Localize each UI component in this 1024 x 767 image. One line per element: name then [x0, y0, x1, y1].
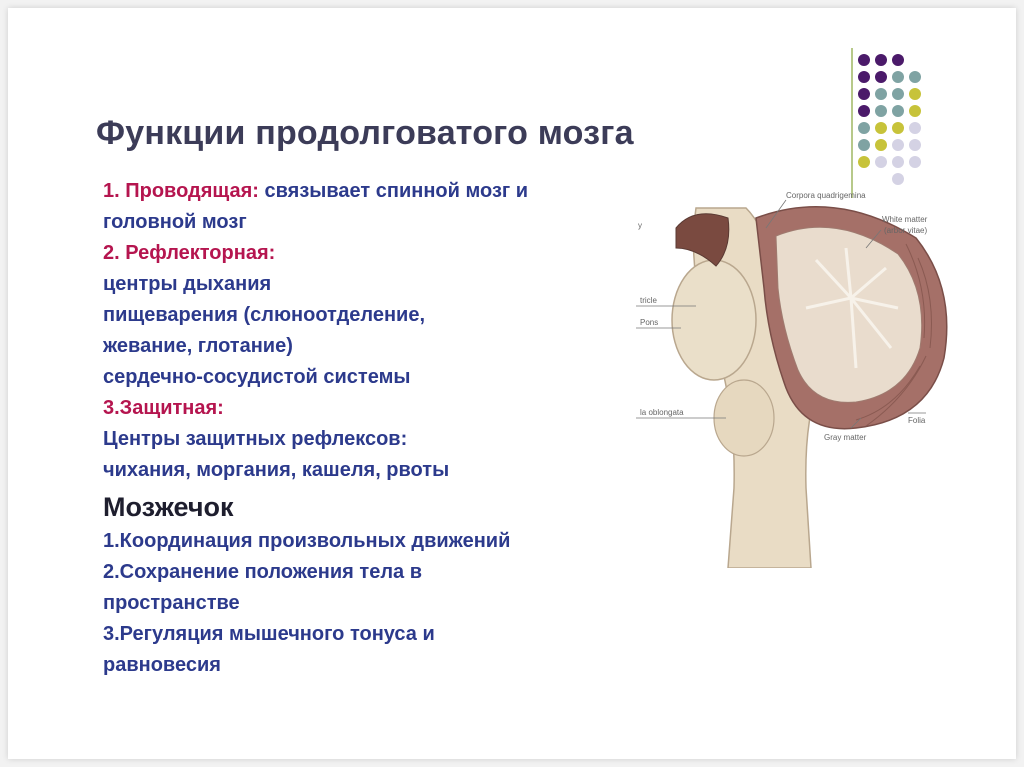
- decorative-dot: [858, 122, 870, 134]
- decorative-dot: [858, 156, 870, 168]
- slide-title: Функции продолговатого мозга: [96, 114, 634, 152]
- label-pons: Pons: [640, 318, 659, 327]
- decorative-dot: [875, 122, 887, 134]
- decorative-dot: [875, 88, 887, 100]
- decorative-dot: [892, 71, 904, 83]
- label-white-matter: White matter: [882, 215, 928, 224]
- text-body: [103, 176, 643, 681]
- label-ventricle: tricle: [640, 296, 657, 305]
- item-conductive: [103, 176, 643, 207]
- decorative-dot: [892, 173, 904, 185]
- item-label: 1. Проводящая:: [103, 180, 259, 202]
- cerebellum-line: пространстве: [103, 592, 240, 614]
- cerebellum-line: 1.Координация произвольных движений: [103, 530, 511, 552]
- pons-shape: [672, 260, 756, 380]
- item-text-line: сердечно-сосудистой системы: [103, 366, 411, 388]
- decorative-dot: [858, 139, 870, 151]
- decorative-dot: [892, 54, 904, 66]
- decorative-dot: [892, 156, 904, 168]
- decorative-dot: [858, 71, 870, 83]
- label-medulla: la oblongata: [640, 408, 684, 417]
- item-text: связывает спинной мозг и: [258, 180, 529, 202]
- decorative-dot: [858, 105, 870, 117]
- decorative-dot: [909, 156, 921, 168]
- item-text-line: центры дыхания: [103, 273, 272, 295]
- brainstem-cerebellum-illustration: [636, 188, 956, 568]
- item-text-line: головной мозг: [103, 211, 247, 233]
- decorative-dot: [892, 122, 904, 134]
- item-reflex-label: 2. Рефлекторная:: [103, 242, 276, 264]
- item-text-line: жевание, глотание): [103, 335, 293, 357]
- label-y: y: [638, 221, 642, 230]
- cerebellum-line: 2.Сохранение положения тела в: [103, 561, 422, 583]
- cerebellum-line: 3.Регуляция мышечного тонуса и: [103, 623, 435, 645]
- cerebellum-line: равновесия: [103, 654, 221, 676]
- item-protective-label: 3.Защитная:: [103, 397, 224, 419]
- decorative-dot: [875, 139, 887, 151]
- decorative-dot: [858, 54, 870, 66]
- decorative-dot: [875, 71, 887, 83]
- decorative-dot: [875, 156, 887, 168]
- decorative-dot: [892, 88, 904, 100]
- label-arbor-vitae: (arbor vitae): [884, 226, 928, 235]
- decorative-dot: [909, 88, 921, 100]
- slide: [8, 8, 1016, 759]
- item-text-line: чихания, моргания, кашеля, рвоты: [103, 459, 450, 481]
- label-gray-matter: Gray matter: [824, 433, 867, 442]
- decorative-dot: [892, 139, 904, 151]
- cerebellum-heading: Мозжечок: [103, 492, 234, 522]
- item-text-line: пищеварения (слюноотделение,: [103, 304, 426, 326]
- accent-line: [851, 48, 853, 198]
- decorative-dot: [875, 54, 887, 66]
- item-text-line: Центры защитных рефлексов:: [103, 428, 408, 450]
- decorative-dot: [909, 139, 921, 151]
- label-corpora: Corpora quadrigemina: [786, 191, 866, 200]
- decorative-dot: [909, 122, 921, 134]
- decorative-dot: [858, 88, 870, 100]
- label-folia: Folia: [908, 416, 926, 425]
- decorative-dot: [892, 105, 904, 117]
- decorative-dot: [909, 71, 921, 83]
- decorative-dot: [875, 105, 887, 117]
- decorative-dot: [909, 105, 921, 117]
